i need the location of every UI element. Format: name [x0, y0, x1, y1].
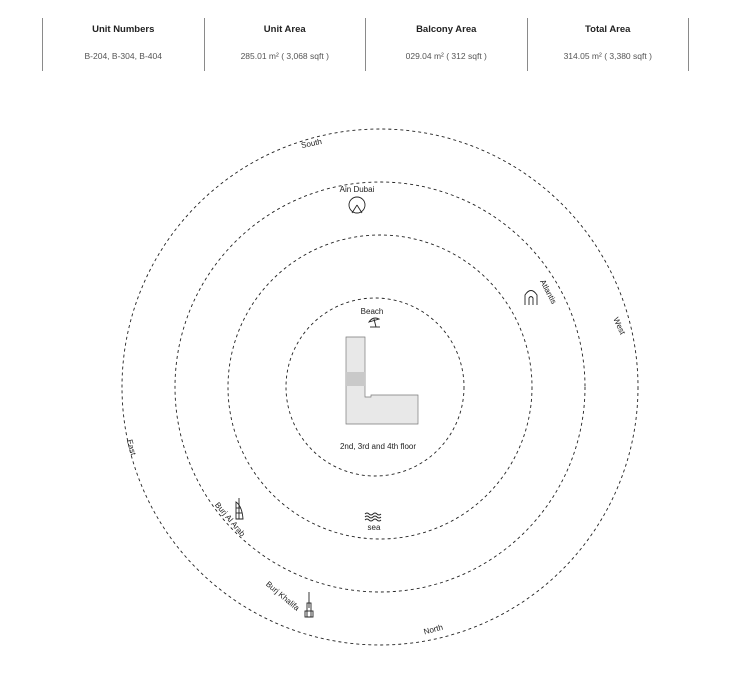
burj-khalifa-icon	[305, 592, 313, 617]
direction-north: North	[422, 622, 444, 637]
ferris-wheel-icon	[349, 197, 365, 213]
direction-east: East	[124, 438, 138, 457]
stat-label: Balcony Area	[416, 24, 477, 35]
stat-value: 314.05 m² ( 3,380 sqft )	[563, 51, 652, 61]
stat-label: Unit Area	[263, 24, 306, 35]
ring-outer	[122, 129, 638, 645]
landmark-atlantis-label: Atlantis	[538, 278, 559, 306]
waves-icon	[365, 513, 381, 521]
atlantis-icon	[525, 291, 537, 306]
stat-label: Unit Numbers	[92, 24, 155, 35]
stat-value: 285.01 m² ( 3,068 sqft )	[240, 51, 329, 61]
landmark-beach-label: Beach	[360, 307, 384, 316]
landmark-burj-al-arab-label: Burj Al Arab	[213, 500, 247, 539]
stat-value: 029.04 m² ( 312 sqft )	[405, 51, 487, 61]
floor-caption: 2nd, 3rd and 4th floor	[339, 442, 417, 451]
burj-al-arab-icon	[236, 498, 243, 519]
direction-south: South	[300, 136, 323, 151]
beach-umbrella-icon	[369, 318, 380, 327]
stat-label: Total Area	[585, 24, 631, 35]
direction-west: West	[611, 315, 628, 337]
landmark-sea-label: sea	[367, 523, 381, 532]
landmark-ain-dubai-label: Ain Dubai	[339, 185, 375, 194]
stat-value: B-204, B-304, B-404	[84, 51, 162, 61]
balcony-area	[346, 372, 365, 386]
landmark-burj-khalifa-label: Burj Khalifa	[264, 579, 302, 613]
ring-second	[228, 235, 532, 539]
